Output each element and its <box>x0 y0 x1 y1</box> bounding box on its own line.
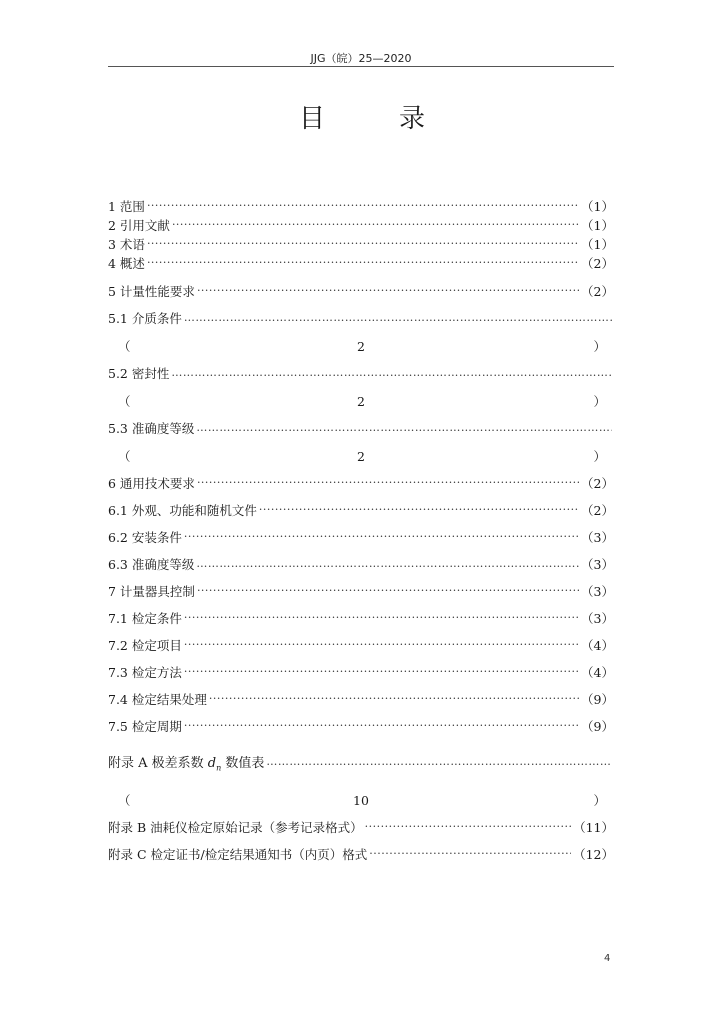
leader-dots <box>266 752 612 772</box>
leader-dots <box>147 234 579 254</box>
toc-label: 5.1 介质条件 <box>108 311 182 326</box>
toc-page-line-5-1 <box>108 336 614 356</box>
toc-label: 6.2 安装条件 <box>108 530 182 545</box>
toc-page: 2 <box>357 338 365 354</box>
toc-entry-7 <box>108 581 614 601</box>
leader-dots <box>184 608 579 628</box>
toc-page: （9） <box>581 719 614 734</box>
leader-dots <box>196 554 579 574</box>
toc-label <box>108 752 264 773</box>
toc-label: 7.1 检定条件 <box>108 611 182 626</box>
toc-entry-1 <box>108 196 614 216</box>
toc-entry-5-3 <box>108 418 614 438</box>
open-paren: （ <box>118 449 131 464</box>
symbol-subscript-n: n <box>216 763 222 773</box>
toc-label: 1 范围 <box>108 199 145 214</box>
toc-page: （1） <box>581 218 614 233</box>
title-char-1: 目 <box>298 104 325 134</box>
running-header: JJG（皖）25—2020 <box>310 52 412 65</box>
toc-page-line-5-2 <box>108 391 614 411</box>
toc-entry-6-1 <box>108 500 614 520</box>
leader-dots <box>184 308 612 328</box>
leader-dots <box>172 215 579 235</box>
close-paren: ） <box>593 394 606 409</box>
toc-label: 6 通用技术要求 <box>108 476 195 491</box>
toc-page: （3） <box>581 557 614 572</box>
leader-dots <box>196 418 612 438</box>
toc-entry-5 <box>108 281 614 301</box>
toc-entry-3 <box>108 234 614 254</box>
toc-page: 10 <box>353 792 369 808</box>
leader-dots <box>209 689 579 709</box>
leader-dots <box>147 253 579 273</box>
toc-label: 7.5 检定周期 <box>108 719 182 734</box>
toc-label-post: 数值表 <box>221 755 265 771</box>
leader-dots <box>171 363 612 383</box>
header-rule <box>108 66 614 67</box>
leader-dots <box>369 844 571 864</box>
toc-entry-appendix-c <box>108 844 614 864</box>
page-number: 4 <box>604 953 611 964</box>
toc-page: （1） <box>581 199 614 214</box>
leader-dots <box>259 500 579 520</box>
close-paren: ） <box>593 339 606 354</box>
toc-page: 2 <box>357 448 365 464</box>
page-title <box>0 98 724 135</box>
toc-page: 2 <box>357 393 365 409</box>
toc-label: 2 引用文献 <box>108 218 170 233</box>
toc-label: 5 计量性能要求 <box>108 284 195 299</box>
leader-dots <box>197 473 579 493</box>
leader-dots <box>184 716 579 736</box>
toc-entry-5-2 <box>108 363 614 383</box>
toc-entry-4 <box>108 253 614 273</box>
toc-page: （9） <box>581 692 614 707</box>
toc-page: （2） <box>581 284 614 299</box>
open-paren: （ <box>118 793 131 808</box>
toc-page-line-5-3 <box>108 446 614 466</box>
open-paren: （ <box>118 339 131 354</box>
toc-entry-appendix-a <box>108 752 614 772</box>
close-paren: ） <box>593 793 606 808</box>
toc-entry-7-4 <box>108 689 614 709</box>
toc-entry-6-2 <box>108 527 614 547</box>
leader-dots <box>197 581 579 601</box>
toc-entry-7-3 <box>108 662 614 682</box>
toc-page: （2） <box>581 503 614 518</box>
leader-dots <box>197 281 579 301</box>
toc-label: 附录 B 油耗仪检定原始记录（参考记录格式） <box>108 820 363 835</box>
toc-page: （2） <box>581 256 614 271</box>
toc-label: 7 计量器具控制 <box>108 584 195 599</box>
toc-page: （1） <box>581 237 614 252</box>
symbol-d: d <box>207 755 217 771</box>
toc-page: （3） <box>581 530 614 545</box>
leader-dots <box>147 196 579 216</box>
toc-label: 3 术语 <box>108 237 145 252</box>
toc-label: 5.2 密封性 <box>108 366 170 381</box>
leader-dots <box>184 635 579 655</box>
toc-label: 6.3 准确度等级 <box>108 557 195 572</box>
toc-page-line-appendix-a <box>108 790 614 810</box>
open-paren: （ <box>118 394 131 409</box>
toc-entry-6-3 <box>108 554 614 574</box>
toc-label: 5.3 准确度等级 <box>108 421 195 436</box>
toc-page: （3） <box>581 611 614 626</box>
close-paren: ） <box>593 449 606 464</box>
toc-page: （12） <box>573 847 614 862</box>
toc-page: （2） <box>581 476 614 491</box>
title-char-2: 录 <box>399 104 426 134</box>
toc-page: （3） <box>581 584 614 599</box>
toc-entry-6 <box>108 473 614 493</box>
toc-label: 6.1 外观、功能和随机文件 <box>108 503 257 518</box>
toc-page: （4） <box>581 665 614 680</box>
toc-entry-2 <box>108 215 614 235</box>
toc-label: 附录 C 检定证书/检定结果通知书（内页）格式 <box>108 847 368 862</box>
leader-dots <box>365 817 571 837</box>
toc-label: 4 概述 <box>108 256 145 271</box>
toc-entry-7-1 <box>108 608 614 628</box>
toc-entry-5-1 <box>108 308 614 328</box>
toc-page: （11） <box>573 820 614 835</box>
leader-dots <box>184 662 579 682</box>
toc-entry-7-5 <box>108 716 614 736</box>
toc-page: （4） <box>581 638 614 653</box>
toc-entry-appendix-b <box>108 817 614 837</box>
toc-label: 7.4 检定结果处理 <box>108 692 207 707</box>
toc-label-pre: 附录 A 极差系数 <box>108 755 208 771</box>
toc-label: 7.2 检定项目 <box>108 638 182 653</box>
toc-label: 7.3 检定方法 <box>108 665 182 680</box>
leader-dots <box>184 527 579 547</box>
toc-entry-7-2 <box>108 635 614 655</box>
